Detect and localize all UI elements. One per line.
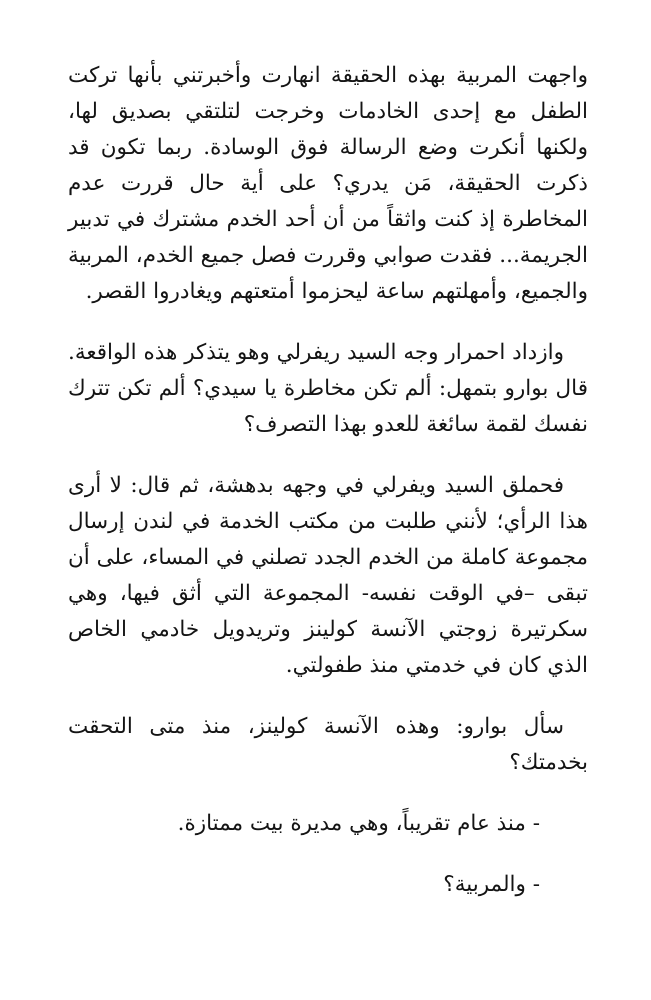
paragraph-risk-question: وازداد احمرار وجه السيد ريفرلي وهو يتذكر هذه الواقعة. قال بوارو بتمهل: ألم تكن مخاطرة يا سيدي؟ ألم تكن تترك نفسك لقمة سائغة للعدو بهذا التصرف؟ (68, 340, 588, 437)
dialogue-line-nanny-question: - والمربية؟ (443, 872, 540, 897)
paragraph-waverly-reply: فحملق السيد ويفرلي في وجهه بدهشة، ثم قال: لا أرى هذا الرأي؛ لأنني طلبت من مكتب الخدمة في لندن إرسال مجموعة كاملة من الخدم الجدد تصلني في المساء، على أن تبقى –في الوقت نفسه- المجموعة التي أثق فيها، وهي سكرتيرة زوجتي الآنسة كولينز وتريدويل خادمي الخاص الذي كان في خدمتي منذ طفولتي. (68, 473, 588, 678)
document-page (68, 58, 588, 928)
paragraph-collins-question: سأل بوارو: وهذه الآنسة كولينز، منذ متى التحقت بخدمتك؟ (68, 714, 588, 775)
paragraph-nanny-confession: واجهت المربية بهذه الحقيقة انهارت وأخبرتني بأنها تركت الطفل مع إحدى الخادمات وخرجت لتلتقي بصديق لها، ولكنها أنكرت وضع الرسالة فوق الوسادة. ربما تكون قد ذكرت الحقيقة، مَن يدري؟ على أية حال قررت عدم المخاطرة إذ كنت واثقاً من أن أحد الخدم مشترك في تدبير الجريمة... فقدت صوابي وقررت فصل جميع الخدم، المربية والجميع، وأمهلتهم ساعة ليحزموا أمتعتهم ويغادروا القصر. (68, 63, 588, 304)
dialogue-line-collins-answer: - منذ عام تقريباً، وهي مديرة بيت ممتازة. (177, 811, 540, 836)
